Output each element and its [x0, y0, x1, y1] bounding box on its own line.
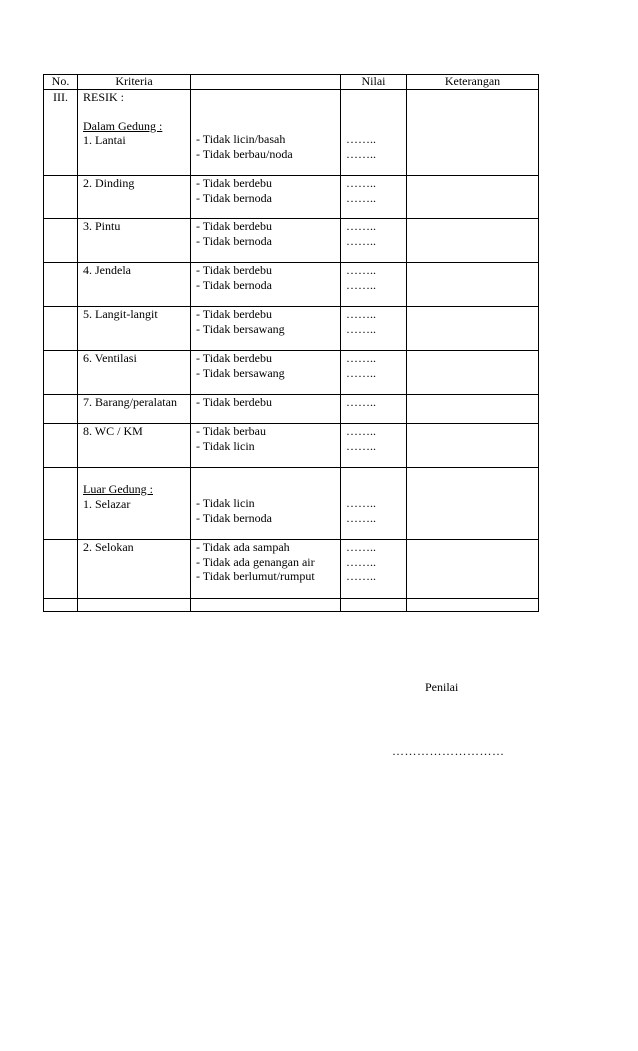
indikator-item: - Tidak berdebu [196, 219, 272, 233]
assessment-table [43, 74, 539, 612]
indikator-item: - Tidak berbau/noda [196, 146, 293, 161]
penilai-label: Penilai [425, 680, 459, 694]
nilai-blank: …….. [346, 496, 376, 510]
table-row [44, 307, 539, 351]
kriteria-cell [78, 540, 191, 599]
indikator-cell [191, 395, 341, 424]
indikator-cell [191, 219, 341, 263]
kriteria-cell [78, 263, 191, 307]
kriteria-cell [78, 176, 191, 219]
indikator-cell [191, 307, 341, 351]
keterangan-cell [407, 90, 539, 176]
table-row [44, 176, 539, 219]
table-row [44, 468, 539, 540]
indikator-item: - Tidak berlumut/rumput [196, 569, 315, 583]
nilai-blank: …….. [346, 365, 376, 380]
indikator-item: - Tidak berdebu [196, 395, 272, 409]
nilai-cell [341, 424, 407, 468]
indikator-item: - Tidak licin/basah [196, 132, 286, 146]
nilai-blank: …….. [346, 351, 376, 365]
table-row [44, 263, 539, 307]
nilai-blank: …….. [346, 395, 376, 409]
nilai-blank: …….. [346, 321, 376, 336]
keterangan-cell [407, 351, 539, 395]
table-row [44, 219, 539, 263]
indikator-item: - Tidak bernoda [196, 277, 272, 292]
indikator-item: - Tidak ada genangan air [196, 554, 315, 569]
nilai-blank: …….. [346, 424, 376, 438]
indikator-item: - Tidak bersawang [196, 365, 285, 380]
nilai-blank: …….. [346, 176, 376, 190]
header-nilai: Nilai [341, 75, 407, 90]
keterangan-cell [407, 263, 539, 307]
indikator-cell [191, 176, 341, 219]
nilai-cell [341, 263, 407, 307]
indikator-cell [191, 468, 341, 540]
keterangan-cell [407, 424, 539, 468]
kriteria-cell [78, 90, 191, 176]
nilai-blank: …….. [346, 540, 376, 554]
indikator-cell [191, 351, 341, 395]
nilai-cell [341, 219, 407, 263]
nilai-cell [341, 176, 407, 219]
table-row [44, 351, 539, 395]
kriteria-cell [78, 424, 191, 468]
nilai-cell [341, 307, 407, 351]
section-title: RESIK : [83, 90, 125, 104]
signature-line: ……………………… [392, 744, 505, 758]
nilai-blank: …….. [346, 146, 376, 161]
table-row [44, 424, 539, 468]
indikator-cell [191, 263, 341, 307]
nilai-blank: …….. [346, 233, 376, 248]
table-row [44, 540, 539, 599]
kriteria-cell [78, 468, 191, 540]
kriteria-label: 3. Pintu [83, 219, 121, 233]
kriteria-label: 7. Barang/peralatan [83, 395, 177, 409]
indikator-item: - Tidak licin [196, 496, 255, 510]
indikator-item: - Tidak berdebu [196, 176, 272, 190]
nilai-blank: …….. [346, 438, 376, 453]
kriteria-label: 2. Selokan [83, 540, 134, 554]
nilai-blank: …….. [346, 263, 376, 277]
keterangan-cell [407, 395, 539, 424]
nilai-cell [341, 395, 407, 424]
dalam-gedung-heading: Dalam Gedung : [83, 118, 163, 133]
indikator-cell [191, 90, 341, 176]
nilai-cell [341, 468, 407, 540]
table-row [44, 90, 539, 176]
indikator-item: - Tidak bernoda [196, 233, 272, 248]
kriteria-cell [78, 395, 191, 424]
kriteria-label: 5. Langit-langit [83, 307, 158, 321]
nilai-blank: …….. [346, 510, 376, 525]
kriteria-cell [78, 307, 191, 351]
keterangan-cell [407, 540, 539, 599]
nilai-blank: …….. [346, 132, 376, 146]
table-header-row [44, 75, 539, 90]
indikator-item: - Tidak bernoda [196, 510, 272, 525]
nilai-blank: …….. [346, 219, 376, 233]
kriteria-cell [78, 351, 191, 395]
kriteria-label: 2. Dinding [83, 176, 135, 190]
nilai-blank: …….. [346, 554, 376, 569]
indikator-cell [191, 540, 341, 599]
indikator-item: - Tidak berbau [196, 424, 266, 438]
keterangan-cell [407, 176, 539, 219]
keterangan-cell [407, 219, 539, 263]
indikator-item: - Tidak bersawang [196, 321, 285, 336]
nilai-blank: …….. [346, 190, 376, 205]
nilai-cell [341, 540, 407, 599]
nilai-blank: …….. [346, 307, 376, 321]
keterangan-cell [407, 468, 539, 540]
nilai-blank: …….. [346, 277, 376, 292]
indikator-item: - Tidak berdebu [196, 307, 272, 321]
indikator-item: - Tidak bernoda [196, 190, 272, 205]
luar-gedung-heading: Luar Gedung : [83, 482, 153, 496]
header-kriteria: Kriteria [78, 75, 191, 90]
kriteria-label: 6. Ventilasi [83, 351, 137, 365]
header-indikator [191, 75, 341, 90]
kriteria-label: 8. WC / KM [83, 424, 143, 438]
nilai-cell [341, 90, 407, 176]
indikator-item: - Tidak berdebu [196, 351, 272, 365]
header-keterangan: Keterangan [407, 75, 539, 90]
section-number: III. [44, 90, 78, 176]
table-row [44, 395, 539, 424]
table-row-empty [44, 599, 539, 612]
indikator-cell [191, 424, 341, 468]
header-no: No. [44, 75, 78, 90]
indikator-item: - Tidak licin [196, 438, 255, 453]
keterangan-cell [407, 307, 539, 351]
kriteria-label: 4. Jendela [83, 263, 131, 277]
kriteria-label: 1. Selazar [83, 496, 131, 511]
kriteria-label: 1. Lantai [83, 133, 126, 147]
nilai-blank: …….. [346, 569, 376, 583]
nilai-cell [341, 351, 407, 395]
kriteria-cell [78, 219, 191, 263]
indikator-item: - Tidak ada sampah [196, 540, 290, 554]
indikator-item: - Tidak berdebu [196, 263, 272, 277]
